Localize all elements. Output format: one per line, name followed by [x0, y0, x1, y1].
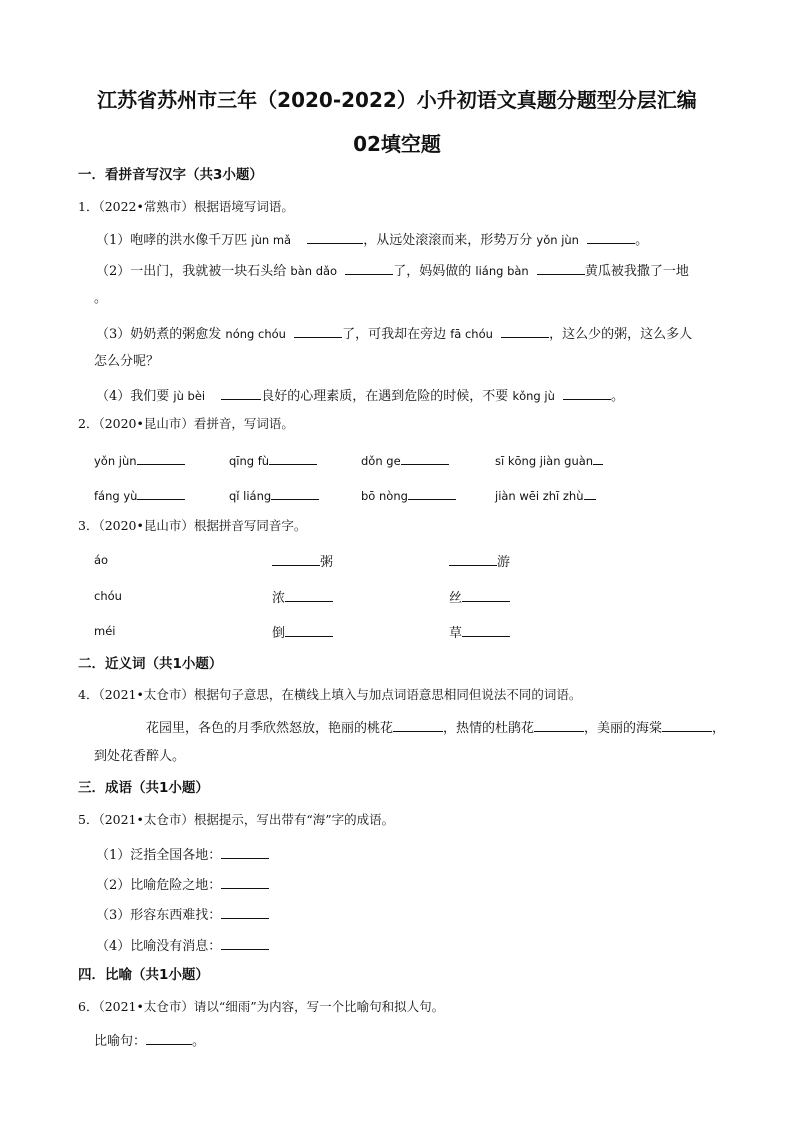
question-2-head: 2．（2020•昆山市）看拼音，写词语。: [78, 416, 294, 431]
q3-pinyin: chóu: [94, 589, 122, 603]
q1-p2-text-d: 。: [94, 291, 108, 306]
q5-item: （2）比喻危险之地：: [96, 874, 269, 895]
q1-p4-text-b: 良好的心理素质，在遇到危险的时候，不要: [261, 389, 509, 404]
q3-cell: 倒: [272, 622, 333, 643]
answer-blank[interactable]: [137, 450, 185, 465]
answer-blank[interactable]: [501, 323, 549, 338]
question-1-part-4: [96, 385, 624, 406]
q6-answer-line: 比喻句： 。: [94, 1030, 205, 1051]
answer-blank[interactable]: [221, 844, 269, 859]
section-heading-2: 二．近义词（共1小题）: [78, 656, 223, 672]
q1-p1-text-b: ，从远处滚滚而来，形势万分: [363, 233, 533, 248]
answer-blank[interactable]: [221, 874, 269, 889]
q5-item: （3）形容东西难找：: [96, 904, 269, 925]
answer-blank[interactable]: [593, 450, 603, 465]
q1-p1-text-a: （1）咆哮的洪水像千万匹: [96, 233, 248, 248]
q5-item: （1）泛指全国各地：: [96, 844, 269, 865]
answer-blank[interactable]: [462, 587, 510, 602]
question-4-line-2: 到处花香醉人。: [94, 749, 186, 764]
q2-item: sī kōng jiàn guàn: [495, 450, 603, 470]
q1-p4-text-c: 。: [611, 389, 625, 404]
answer-blank[interactable]: [563, 385, 611, 400]
q1-p3-text-a: （3）奶奶煮的粥愈发: [96, 327, 222, 342]
q3-cell: 游: [449, 551, 510, 572]
answer-blank[interactable]: [587, 229, 635, 244]
q2-item: dǒn ge: [361, 450, 449, 470]
q1-p3-text-d: 怎么分呢？: [94, 354, 160, 369]
q2-item: bō nòng: [361, 485, 456, 505]
answer-blank[interactable]: [393, 717, 443, 732]
q1-p3-text-c: ，这么少的粥，这么多人: [549, 327, 693, 342]
q3-cell: 粥: [272, 551, 333, 572]
q1-p3-text-b: 了，可我却在旁边: [342, 327, 447, 342]
q1-p3-pinyin-a: nóng chóu: [225, 327, 286, 341]
q3-cell: 丝: [449, 587, 510, 608]
q1-p4-text-a: （4）我们要: [96, 389, 170, 404]
answer-blank[interactable]: [294, 323, 342, 338]
answer-blank[interactable]: [221, 935, 269, 950]
answer-blank[interactable]: [449, 551, 497, 566]
q1-p2-pinyin-a: bàn dǎo: [290, 264, 338, 278]
answer-blank[interactable]: [137, 485, 185, 500]
question-1-head: 1．（2022•常熟市）根据语境写词语。: [78, 199, 294, 214]
answer-blank[interactable]: [408, 485, 456, 500]
question-1-part-2: [96, 260, 689, 281]
q2-item: qǐ liáng: [229, 485, 319, 505]
q1-p2-text-a: （2）一出门，我就被一块石头给: [96, 264, 287, 279]
q1-p2-text-c: 黄瓜被我撒了一地: [584, 264, 689, 279]
question-1-part-1: [96, 229, 648, 250]
q1-p1-text-c: 。: [635, 233, 649, 248]
q3-cell: 浓: [272, 587, 333, 608]
section-heading-1: 一．看拼音写汉字（共3小题）: [78, 167, 263, 183]
q5-item: （4）比喻没有消息：: [96, 935, 269, 956]
answer-blank[interactable]: [345, 260, 393, 275]
q3-pinyin: áo: [94, 553, 109, 567]
q2-item: qīng fù: [229, 450, 317, 470]
q1-p1-pinyin-a: jùn mǎ: [251, 233, 292, 247]
q2-item: jiàn wēi zhī zhù: [495, 485, 596, 505]
question-3-head: 3．（2020•昆山市）根据拼音写同音字。: [78, 518, 307, 533]
question-4-head: 4．（2021•太仓市）根据句子意思，在横线上填入与加点词语意思相同但说法不同的词语。: [78, 687, 582, 702]
q1-p1-pinyin-b: yǒn jùn: [536, 233, 579, 247]
q1-p4-pinyin-a: jù bèi: [173, 389, 206, 403]
answer-blank[interactable]: [221, 904, 269, 919]
q2-item: fáng yù: [94, 485, 185, 505]
section-heading-3: 三．成语（共1小题）: [78, 780, 209, 796]
answer-blank[interactable]: [221, 385, 261, 400]
answer-blank[interactable]: [534, 717, 584, 732]
answer-blank[interactable]: [285, 587, 333, 602]
q1-p2-pinyin-b: liáng bàn: [475, 264, 529, 278]
answer-blank[interactable]: [272, 551, 320, 566]
answer-blank[interactable]: [307, 229, 363, 244]
question-6-head: 6．（2021•太仓市）请以“细雨”为内容，写一个比喻句和拟人句。: [78, 999, 445, 1014]
q3-pinyin: méi: [94, 624, 116, 638]
answer-blank[interactable]: [662, 717, 712, 732]
q3-cell: 草: [449, 622, 510, 643]
answer-blank[interactable]: [537, 260, 585, 275]
q1-p2-text-b: 了，妈妈做的: [393, 264, 472, 279]
section-heading-4: 四．比喻（共1小题）: [78, 967, 209, 983]
answer-blank[interactable]: [146, 1030, 192, 1045]
q2-item: yǒn jùn: [94, 450, 185, 470]
answer-blank[interactable]: [401, 450, 449, 465]
question-1-part-3: [96, 323, 692, 344]
document-subtitle: 02填空题: [353, 132, 441, 156]
document-title: 江苏省苏州市三年（2020-2022）小升初语文真题分题型分层汇编: [97, 88, 697, 112]
question-5-head: 5．（2021•太仓市）根据提示，写出带有“海”字的成语。: [78, 812, 395, 827]
answer-blank[interactable]: [271, 485, 319, 500]
answer-blank[interactable]: [285, 622, 333, 637]
answer-blank[interactable]: [269, 450, 317, 465]
answer-blank[interactable]: [462, 622, 510, 637]
question-4-line-1: 花园里，各色的月季欣然怒放，艳丽的桃花 ，热情的杜鹃花 ，美丽的海棠 ，: [146, 717, 725, 738]
answer-blank[interactable]: [584, 485, 596, 500]
q1-p3-pinyin-b: fā chóu: [450, 327, 493, 341]
q1-p4-pinyin-b: kǒng jù: [512, 389, 555, 403]
